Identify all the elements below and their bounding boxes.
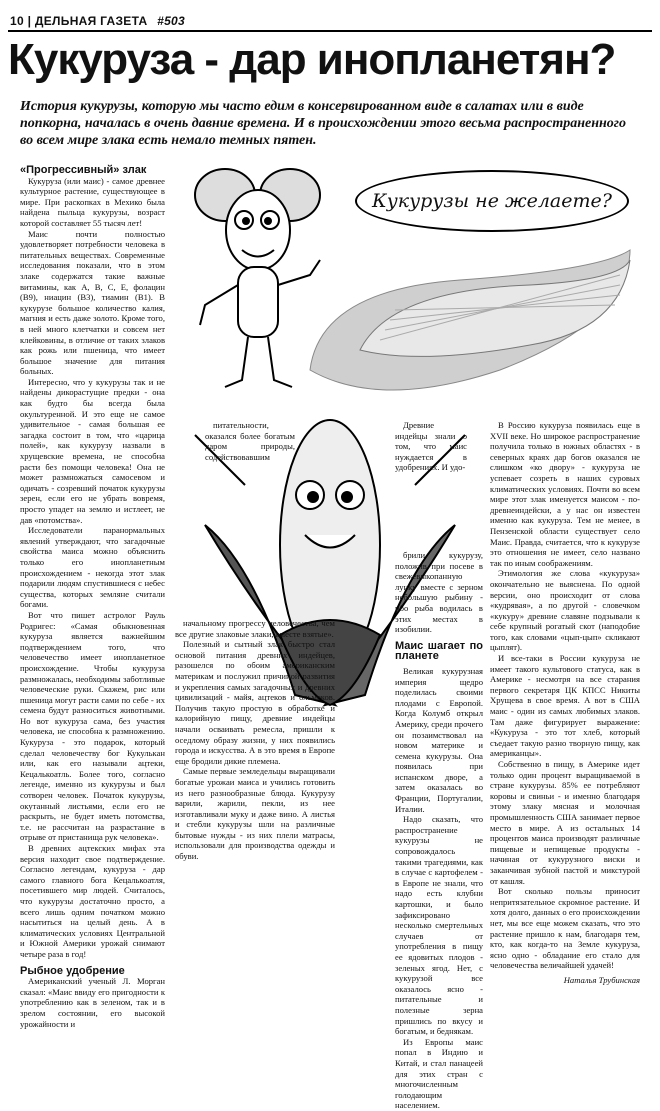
column-3-bottom [395,550,483,1111]
paragraph: Этимология же слова «кукуруза» окончательно не выяснена. По одной версии, оно происходит от слова «кудрявая», а по другой - словечком «кукуру» древние славяне подзывали к себе крупный рогатый скот (наподобие того, как словами «цып-цып» скликают цыплят). [490,568,640,653]
column-4 [490,420,640,985]
subhead-fish-fertilizer: Рыбное удобрение [20,964,125,977]
article-title: Кукуруза - дар инопланетян? [8,35,616,84]
issue-number: #503 [157,14,186,28]
paragraph: Из Европы маис попал в Индию и Китай, и стал панацеей для этих стран с многочисленным голодающим населением. [395,1036,483,1111]
column-1 [20,164,165,1029]
header-rule [8,30,652,32]
page-number: 10 [10,14,24,28]
author-signature: Наталья Трубинская [563,974,640,985]
paragraph: Собственно в пищу, в Америке идет только один процент выращиваемой в стране кукурузы. 85% ее потребляют коровы и свиньи - и именно благодаря этому злаку мясная и молочная промышленность США занимает первое место в мире. А из остальных 14 процентов маиса производят различные пищевые и непищевые продукты - начиная от кукурузного виски и заканчивая зубной пастой и микстурой от кашля. [490,759,640,886]
header-divider: | [27,14,35,28]
paragraph: И все-таки в России кукуруза не имеет такого культового статуса, как в Америке - несмотря на все старания первого секретаря ЦК КПСС Никиты Хрущева в свое время. А вот в США маис - один из самых любимых злаков. Там даже фигурирует выражение: «Кукуруза - это тот хлеб, который съедает такую разно творную пищу, как американцы». [490,653,640,759]
paragraph: Вот что пишет астролог Рауль Родригес: «Самая обыкновенная кукуруза является важнейшим подтверждением того, что человечество имеет инопланетное происхождение. Чтобы кукуруза размножалась, необходимы заботливые человеческие руки. Скажем, рис или пшеница могут расти сами по себе - их семена будут разноситься животными. Но вот кукуруза сама, без участия человека, не способна к размножению. Кукуруза - это подарок, который сделал человечеству бог Кукулькан или, как его называли ацтеки, Кецалькоатль. Более того, согласно легенде, именно из кукурузы и был сотворен человек. Початок кукурузы, окутанный листьями, если его не раскрыть, не будет иметь потомства, т.е. не рассчитан на разрастание в отрыве от пристанища рук человека». [20,609,165,843]
paragraph: питательности, оказался более богатым даром природы, содействовавшим [205,420,295,462]
paragraph: Полезный и сытный злак быстро стал основой питания древних индейцев, разошелся по обоим американским материкам и послужил причиной развития и укрепления самых загадочных и древних цивилизаций - майя, ацтеков и ольмеков. Получив такую простую в обработке и калорийную пищу, древние индейцы начали осваивать ремесла, пришли к оседлому образу жизни, у них появились города и искусства. А в это время в Европе еще бродили дикие племена. [175,639,335,766]
paragraph: начальному прогрессу человечества, чем все другие злаковые злаки, вместе взятые». [175,618,335,639]
paragraph: Великая кукурузная империя щедро поделилась своими плодами с Европой. Когда Колумб открыл Америку, среди прочего он позаимствовал на новом материке и семена кукурузы. Она появилась при испанском дворе, а затем оказалась во Франции, Португалии, Италии. [395,665,483,814]
paragraph: Маис почти полностью удовлетворяет потребности человека в питательных веществах. Современные исследования показали, что в этом злаке содержатся такие важные витамины, как А, В, С, Е, фолацин (В9), ниацин (В3), тиамин (В1). В кукурузе большое количество калия, магния и есть даже золото. Кроме того, в ней много клетчатки и совсем нет клейковины, в отличие от таких злаков как рожь или пшеница, что имеет большое значение для питания больных. [20,228,165,377]
paragraph: брили кукурузу, положив при посеве в свежевыкопанную лунку вместе с зерном небольшую рыбину - ибо рыба водилась в этих местах в изобилии. [395,550,483,635]
column-2-top [205,420,295,460]
paragraph: Исследователи паранормальных явлений утверждают, что загадочные свойства маиса можно объяснить только его инопланетным происхождением - некогда этот злак подарили людям спустившиеся с небес существа, которых земляне считали богами. [20,525,165,610]
paragraph: В Россию кукуруза появилась еще в XVII веке. Но широкое распространение получила только в южных областях - в северных краях дар богов оказался не слишком «ко двору» - кукуруза не успевает созреть в наших суровых климатических условиях. Почти во всем мире этот злак именуется маисом - по-древнеиндейски, а у нас он известен именно как кукуруза. Тем не менее, в Пензенской области существует село Маис. Правда, считается, что к кукурузе это отношения не имеет, село названо так по иным соображениям. [490,420,640,568]
column-2-bottom [175,618,335,915]
column-3-top [395,420,467,473]
paragraph: Древние индейцы знали о том, что маис нуждается в удобрениях. И удо- [395,420,467,473]
speech-bubble: Кукурузы не желаете? [355,170,629,232]
paragraph: Надо сказать, что распространение кукурузы не сопровождалось такими трагедиями, как в случае с картофелем - в Европе не знали, что надо есть клубни картошки, и было зафиксировано несколько смертельных случаев от употребления в пищу ее ядовитых плодов - зеленых ягод. Нет, с кукурузой все оказалось ясно - питательные и полезные зерна пришлись по вкусу и богатым, и беднякам. [395,814,483,1037]
paper-name: ДЕЛЬНАЯ ГАЗЕТА [34,14,148,28]
page-header [10,14,185,28]
subhead-progressive: «Прогрессивный» злак [20,164,147,176]
subhead-maize-spreads: Маис шагает по планете [395,639,483,663]
paragraph: Американский ученый Л. Морган сказал: «Маис ввиду его пригодности к употреблению как в зеленом, так и в зрелом состоянии, его высокой урожайности и [20,976,165,1029]
paragraph: В древних ацтекских мифах эта версия находит свое подтверждение. Согласно легендам, кукуруза - дар самого главного бога Кецалькоатля, посетившего мир людей. Считалось, что кукурузы достаточно просто, а всего лишь одним початком можно насытиться на целый день. А в климатических условиях Центральной и Южной Америки урожай снимают четыре раза в год! [20,843,165,959]
paragraph: Кукуруза (или маис) - самое древнее культурное растение, существующее в мире. При раскопках в Мехико была найдена пыльца кукурузы, возраст которой составляет 55 тысяч лет! [20,175,165,228]
paragraph: Вот сколько пользы приносит непритязательное скромное растение. И хотя долго, данных о его происхождении нет, мы все еще можем сказать, что это растение пришло к нам, благодаря тем, кто, как когда-то на Земле кукуруза, ясно одно - обладание его стало для человечества величайшей удачей! [490,886,640,971]
paragraph: Интересно, что у кукурузы так и не найдены дикорастущие предки - она как будто бы всегда была окультуренной. И это еще не самое удивительное - самая большая ее загадка состоит в том, что «царица полей», как кукурузу назвали в хрущевские времена, не способна расти без помощи человека! Она не может размножаться самосевом и одичать - созревший початок кукурузы зерен, если его не убрать вовремя, просто упадет на землю и истлеет, не дав «потомства». [20,376,165,525]
paragraph: Самые первые земледельцы выращивали богатые урожаи маиса и учились готовить из него разнообразные блюда. Кукурузу варили, жарили, пекли, из нее изготавливали муку и даже вино. А листья и стебли кукурузы шли на различные бытовые нужды - из них плели матрасы, использовали для производства одежды и обуви. [175,766,335,862]
article-lead: История кукурузы, которую мы часто едим в консервированном виде в салатах или в виде попкорна, началась в очень давние времена. И в происхождении этого весьма распространенного во всем мире злака есть немало темных пятен. [20,99,626,148]
